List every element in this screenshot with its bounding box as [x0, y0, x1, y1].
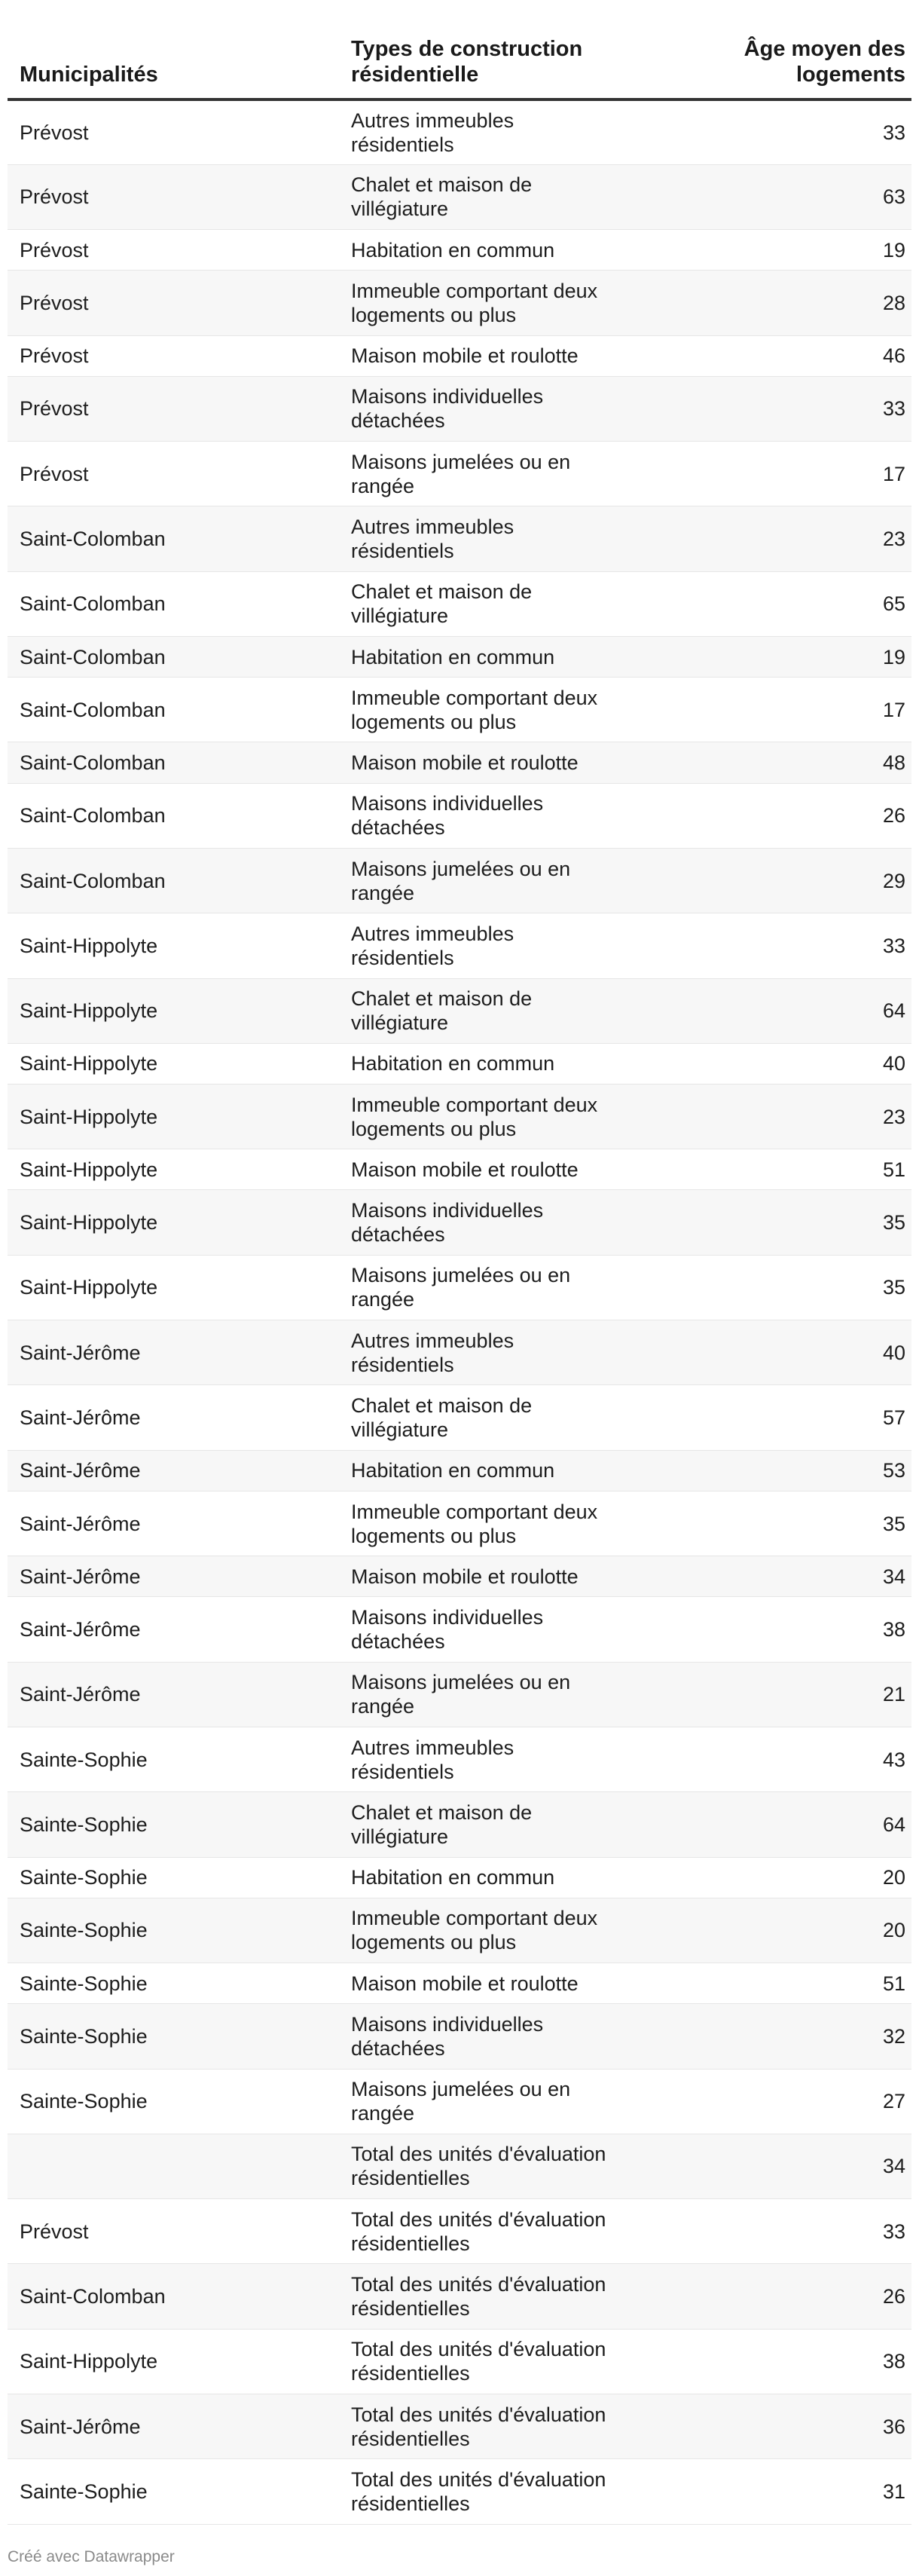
cell-municipalite: Saint-Hippolyte: [8, 1043, 339, 1084]
table-row: [8, 571, 911, 636]
table-row: [8, 2264, 911, 2329]
cell-age-moyen: 29: [640, 848, 911, 913]
cell-municipalite: Saint-Colomban: [8, 506, 339, 571]
cell-type-construction: Habitation en commun: [339, 1043, 640, 1084]
cell-age-moyen: 57: [640, 1385, 911, 1450]
cell-municipalite: Saint-Colomban: [8, 2264, 339, 2329]
table-row: [8, 99, 911, 164]
cell-municipalite: Saint-Jérôme: [8, 1556, 339, 1597]
table-row: [8, 2459, 911, 2524]
table-row: [8, 1149, 911, 1190]
cell-municipalite: Sainte-Sophie: [8, 1898, 339, 1963]
cell-type-construction: Chalet et maison de villégiature: [339, 978, 640, 1043]
cell-type-construction: Total des unités d'évaluation résidentielles: [339, 2329, 640, 2394]
cell-age-moyen: 48: [640, 742, 911, 783]
cell-type-construction: Autres immeubles résidentiels: [339, 1727, 640, 1791]
cell-type-construction: Maisons individuelles détachées: [339, 376, 640, 441]
cell-type-construction: Maison mobile et roulotte: [339, 1149, 640, 1190]
cell-type-construction: Total des unités d'évaluation résidentielles: [339, 2394, 640, 2458]
column-header-municipalites[interactable]: Municipalités: [8, 30, 339, 99]
cell-municipalite: Prévost: [8, 230, 339, 271]
cell-type-construction: Maison mobile et roulotte: [339, 742, 640, 783]
cell-age-moyen: 28: [640, 271, 911, 335]
table-row: [8, 335, 911, 376]
cell-type-construction: Maison mobile et roulotte: [339, 1556, 640, 1597]
cell-municipalite: Prévost: [8, 2199, 339, 2264]
table-row: [8, 2329, 911, 2394]
cell-age-moyen: 43: [640, 1727, 911, 1791]
cell-age-moyen: 40: [640, 1320, 911, 1385]
table-row: [8, 1597, 911, 1662]
cell-type-construction: Total des unités d'évaluation résidentielles: [339, 2199, 640, 2264]
table-row: [8, 783, 911, 848]
cell-type-construction: Maisons jumelées ou en rangée: [339, 442, 640, 506]
cell-municipalite: Sainte-Sophie: [8, 1792, 339, 1857]
table-row: [8, 442, 911, 506]
cell-age-moyen: 23: [640, 1085, 911, 1149]
table-row: [8, 2394, 911, 2458]
cell-municipalite: Saint-Jérôme: [8, 1450, 339, 1491]
cell-type-construction: Total des unités d'évaluation résidentielles: [339, 2134, 640, 2198]
cell-municipalite: Saint-Hippolyte: [8, 978, 339, 1043]
cell-age-moyen: 33: [640, 913, 911, 978]
cell-age-moyen: 33: [640, 99, 911, 164]
table-row: [8, 978, 911, 1043]
cell-type-construction: Immeuble comportant deux logements ou plus: [339, 678, 640, 742]
cell-age-moyen: 36: [640, 2394, 911, 2458]
cell-type-construction: Immeuble comportant deux logements ou plus: [339, 1898, 640, 1963]
cell-type-construction: Autres immeubles résidentiels: [339, 1320, 640, 1385]
column-header-age-moyen[interactable]: Âge moyen des logements: [640, 30, 911, 99]
table-row: [8, 1792, 911, 1857]
cell-age-moyen: 34: [640, 1556, 911, 1597]
cell-age-moyen: 33: [640, 376, 911, 441]
cell-municipalite: Prévost: [8, 376, 339, 441]
cell-age-moyen: 19: [640, 636, 911, 677]
cell-municipalite: Saint-Hippolyte: [8, 913, 339, 978]
cell-type-construction: Chalet et maison de villégiature: [339, 1792, 640, 1857]
cell-municipalite: Saint-Hippolyte: [8, 1085, 339, 1149]
cell-type-construction: Total des unités d'évaluation résidentielles: [339, 2459, 640, 2524]
cell-age-moyen: 38: [640, 2329, 911, 2394]
cell-municipalite: Saint-Jérôme: [8, 2394, 339, 2458]
cell-type-construction: Immeuble comportant deux logements ou plus: [339, 271, 640, 335]
cell-type-construction: Autres immeubles résidentiels: [339, 506, 640, 571]
cell-municipalite: Prévost: [8, 335, 339, 376]
cell-age-moyen: 17: [640, 442, 911, 506]
cell-age-moyen: 17: [640, 678, 911, 742]
cell-type-construction: Chalet et maison de villégiature: [339, 571, 640, 636]
cell-municipalite: Saint-Hippolyte: [8, 1255, 339, 1320]
cell-municipalite: Sainte-Sophie: [8, 1727, 339, 1791]
table-row: [8, 1556, 911, 1597]
cell-age-moyen: 53: [640, 1450, 911, 1491]
cell-age-moyen: 35: [640, 1190, 911, 1255]
cell-municipalite: Saint-Jérôme: [8, 1385, 339, 1450]
cell-type-construction: Autres immeubles résidentiels: [339, 99, 640, 164]
cell-age-moyen: 35: [640, 1491, 911, 1556]
cell-type-construction: Maisons individuelles détachées: [339, 1597, 640, 1662]
cell-age-moyen: 31: [640, 2459, 911, 2524]
cell-type-construction: Maison mobile et roulotte: [339, 1963, 640, 2004]
cell-municipalite: Saint-Hippolyte: [8, 1149, 339, 1190]
cell-age-moyen: 64: [640, 978, 911, 1043]
cell-age-moyen: 38: [640, 1597, 911, 1662]
cell-type-construction: Maisons individuelles détachées: [339, 783, 640, 848]
cell-type-construction: Habitation en commun: [339, 230, 640, 271]
table-row: [8, 1898, 911, 1963]
cell-type-construction: Maisons jumelées ou en rangée: [339, 1255, 640, 1320]
cell-age-moyen: 26: [640, 2264, 911, 2329]
cell-type-construction: Immeuble comportant deux logements ou plus: [339, 1491, 640, 1556]
cell-age-moyen: 51: [640, 1963, 911, 2004]
cell-age-moyen: 27: [640, 2069, 911, 2134]
cell-municipalite: Saint-Jérôme: [8, 1662, 339, 1727]
cell-municipalite: Saint-Jérôme: [8, 1320, 339, 1385]
table-row: [8, 271, 911, 335]
cell-municipalite: Saint-Colomban: [8, 636, 339, 677]
cell-municipalite: Saint-Hippolyte: [8, 2329, 339, 2394]
cell-age-moyen: 21: [640, 1662, 911, 1727]
table-row: [8, 1963, 911, 2004]
table-row: [8, 1043, 911, 1084]
cell-municipalite: Sainte-Sophie: [8, 2459, 339, 2524]
cell-municipalite: Prévost: [8, 164, 339, 229]
table-row: [8, 2069, 911, 2134]
cell-age-moyen: 35: [640, 1255, 911, 1320]
table-row: [8, 1491, 911, 1556]
cell-municipalite: Prévost: [8, 271, 339, 335]
table-row: [8, 164, 911, 229]
table-row: [8, 1085, 911, 1149]
cell-type-construction: Maisons individuelles détachées: [339, 2004, 640, 2069]
table-row: [8, 2199, 911, 2264]
cell-type-construction: Autres immeubles résidentiels: [339, 913, 640, 978]
cell-municipalite: Sainte-Sophie: [8, 2004, 339, 2069]
table-row: [8, 1385, 911, 1450]
cell-age-moyen: 20: [640, 1898, 911, 1963]
table-body: [8, 99, 911, 2524]
cell-type-construction: Habitation en commun: [339, 636, 640, 677]
cell-age-moyen: 26: [640, 783, 911, 848]
cell-type-construction: Total des unités d'évaluation résidentielles: [339, 2264, 640, 2329]
table-row: [8, 1727, 911, 1791]
table-row: [8, 678, 911, 742]
cell-municipalite: Sainte-Sophie: [8, 1963, 339, 2004]
table-row: [8, 1450, 911, 1491]
cell-age-moyen: 32: [640, 2004, 911, 2069]
cell-type-construction: Maisons jumelées ou en rangée: [339, 848, 640, 913]
cell-municipalite: Sainte-Sophie: [8, 2069, 339, 2134]
cell-type-construction: Habitation en commun: [339, 1857, 640, 1898]
cell-type-construction: Maisons jumelées ou en rangée: [339, 1662, 640, 1727]
cell-municipalite: Saint-Colomban: [8, 783, 339, 848]
cell-age-moyen: 46: [640, 335, 911, 376]
cell-age-moyen: 51: [640, 1149, 911, 1190]
table-header-row: [8, 30, 911, 99]
table-row: [8, 376, 911, 441]
cell-municipalite: Saint-Colomban: [8, 848, 339, 913]
cell-type-construction: Maison mobile et roulotte: [339, 335, 640, 376]
table-row: [8, 506, 911, 571]
cell-municipalite: Saint-Colomban: [8, 571, 339, 636]
table-row: [8, 742, 911, 783]
cell-age-moyen: 65: [640, 571, 911, 636]
cell-age-moyen: 20: [640, 1857, 911, 1898]
cell-age-moyen: 33: [640, 2199, 911, 2264]
cell-age-moyen: 34: [640, 2134, 911, 2198]
cell-municipalite: [8, 2134, 339, 2198]
table-row: [8, 230, 911, 271]
table-row: [8, 913, 911, 978]
cell-age-moyen: 23: [640, 506, 911, 571]
cell-type-construction: Immeuble comportant deux logements ou plus: [339, 1085, 640, 1149]
cell-age-moyen: 63: [640, 164, 911, 229]
cell-type-construction: Maisons individuelles détachées: [339, 1190, 640, 1255]
cell-municipalite: Saint-Jérôme: [8, 1491, 339, 1556]
column-header-types-construction[interactable]: Types de construction résidentielle: [339, 30, 640, 99]
cell-type-construction: Chalet et maison de villégiature: [339, 1385, 640, 1450]
cell-municipalite: Prévost: [8, 99, 339, 164]
table-row: [8, 848, 911, 913]
footer-credit: Créé avec Datawrapper: [8, 2548, 175, 2565]
cell-municipalite: Sainte-Sophie: [8, 1857, 339, 1898]
table-row: [8, 1662, 911, 1727]
data-table: [8, 30, 911, 2525]
table-row: [8, 2134, 911, 2198]
table-row: [8, 1857, 911, 1898]
cell-type-construction: Maisons jumelées ou en rangée: [339, 2069, 640, 2134]
table-row: [8, 1190, 911, 1255]
cell-municipalite: Prévost: [8, 442, 339, 506]
cell-municipalite: Saint-Colomban: [8, 742, 339, 783]
cell-age-moyen: 64: [640, 1792, 911, 1857]
cell-municipalite: Saint-Hippolyte: [8, 1190, 339, 1255]
table-row: [8, 1320, 911, 1385]
table-row: [8, 636, 911, 677]
cell-type-construction: Chalet et maison de villégiature: [339, 164, 640, 229]
table-row: [8, 2004, 911, 2069]
cell-type-construction: Habitation en commun: [339, 1450, 640, 1491]
cell-age-moyen: 40: [640, 1043, 911, 1084]
cell-municipalite: Saint-Jérôme: [8, 1597, 339, 1662]
cell-municipalite: Saint-Colomban: [8, 678, 339, 742]
table-row: [8, 1255, 911, 1320]
cell-age-moyen: 19: [640, 230, 911, 271]
